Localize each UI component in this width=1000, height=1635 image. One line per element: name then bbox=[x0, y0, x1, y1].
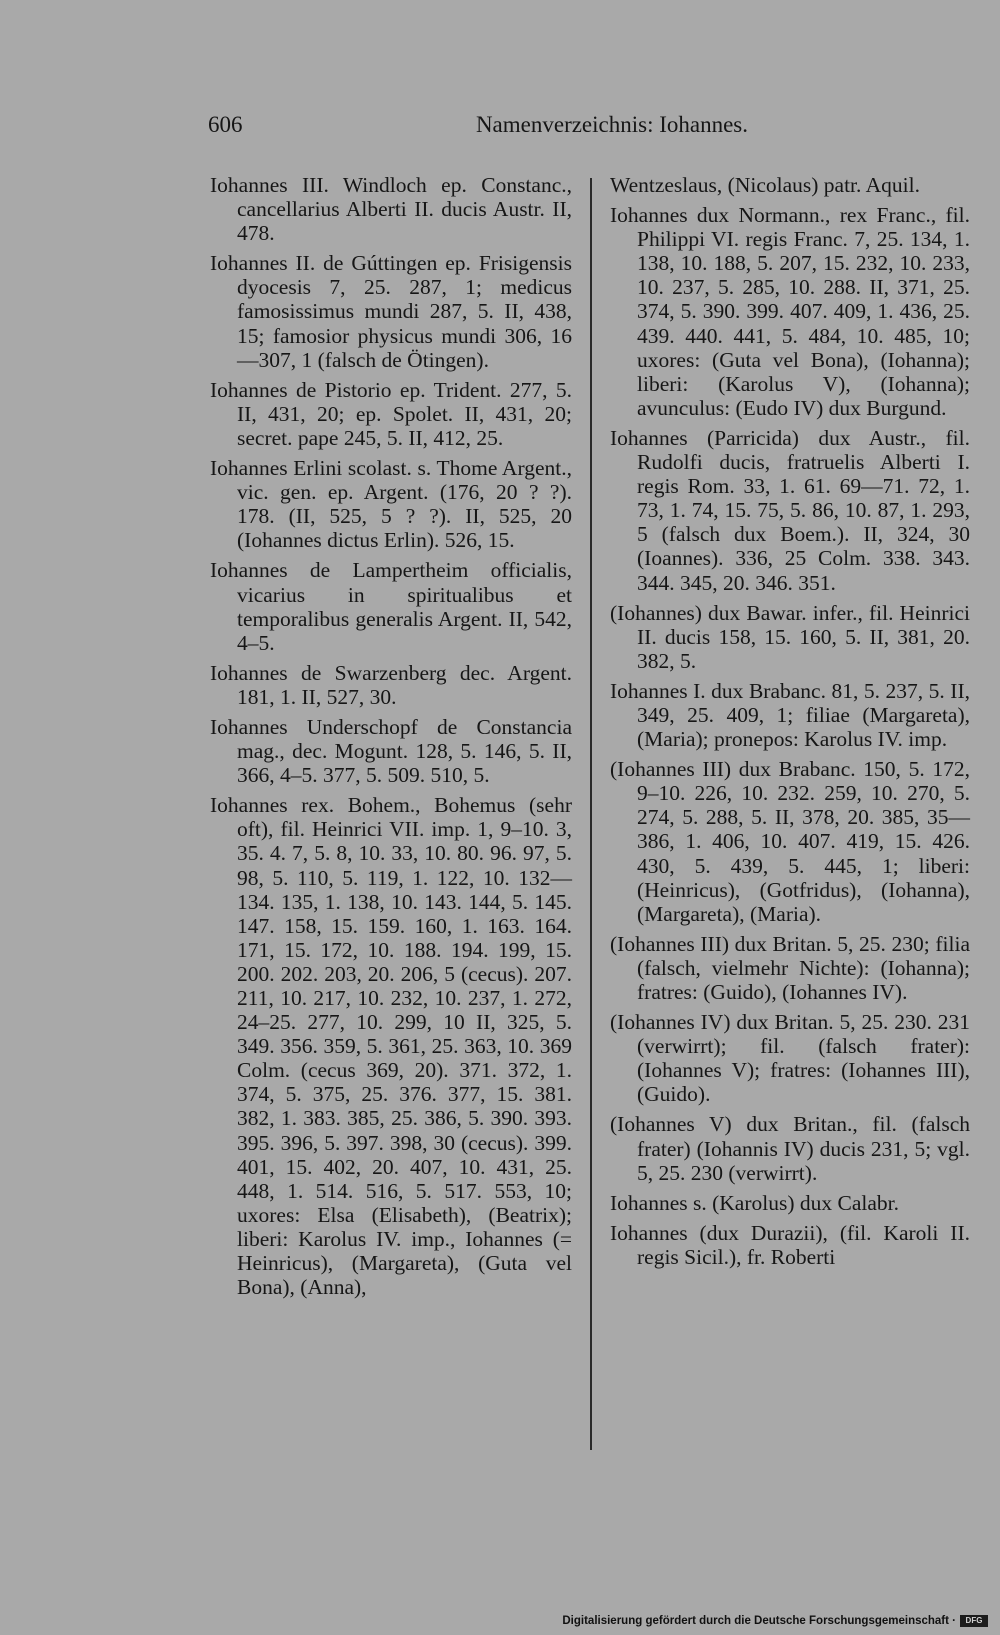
index-entry: Iohannes II. de Gúttingen ep. Frisigensis dyocesis 7, 25. 287, 1; medicus famosissimus mundi 287, 5. II, 438, 15; famosior physicus mundi 306, 16—307, 1 (falsch de Ötingen). bbox=[210, 251, 572, 372]
index-entry: Iohannes de Lampertheim officialis, vicarius in spiritualibus et temporalibus generalis Argent. II, 542, 4–5. bbox=[210, 558, 572, 655]
index-entry: Wentzeslaus, (Nicolaus) patr. Aquil. bbox=[610, 173, 920, 197]
index-entry: (Iohannes V) dux Britan., fil. (falsch frater) (Iohannis IV) ducis 231, 5; vgl. 5, 25. 230 (verwirrt). bbox=[610, 1112, 970, 1185]
index-entry: Iohannes III. Windloch ep. Constanc., cancellarius Alberti II. ducis Austr. II, 478. bbox=[210, 173, 572, 246]
digitization-credit bbox=[562, 1612, 988, 1630]
index-entry: Iohannes de Pistorio ep. Trident. 277, 5. II, 431, 20; ep. Spolet. II, 431, 20; secret. pape 245, 5. II, 412, 25. bbox=[210, 377, 572, 450]
index-entry: Iohannes Erlini scolast. s. Thome Argent., vic. gen. ep. Argent. (176, 20 ? ?). 178. (II, 525, 5 ? ?). II, 525, 20 (Iohannes dictus Erlin). 526, 15. bbox=[210, 456, 572, 553]
index-entry: (Iohannes) dux Bawar. infer., fil. Heinrici II. ducis 158, 15. 160, 5. II, 381, 20. 382, 5. bbox=[610, 600, 970, 673]
index-entry: Iohannes Underschopf de Constancia mag., dec. Mogunt. 128, 5. 146, 5. II, 366, 4–5. 377, 5. 509. 510, 5. bbox=[210, 714, 572, 788]
index-entry: (Iohannes III) dux Brabanc. 150, 5. 172, 9–10. 226, 10. 232. 259, 10. 270, 5. 274, 5. 288, 5. II, 378, 20. 385, 35—386, 1. 406, 10. 407. 419, 15. 426. 430, 5. 439, 5. 445, 1; liberi: (Heinricus), (Gotfridus), (Iohanna), (Margareta), (Maria). bbox=[610, 757, 970, 926]
index-entry: Iohannes I. dux Brabanc. 81, 5. 237, 5. II, 349, 25. 409, 1; filiae (Margareta), (Maria); pronepos: Karolus IV. imp. bbox=[610, 678, 970, 752]
index-entry: Iohannes de Swarzenberg dec. Argent. 181, 1. II, 527, 30. bbox=[210, 660, 572, 709]
right-column bbox=[610, 173, 970, 1275]
credit-text: Digitalisierung gefördert durch die Deutsche Forschungsgemeinschaft · bbox=[562, 1615, 956, 1627]
index-entry: Iohannes rex. Bohem., Bohemus (sehr oft), fil. Heinrici VII. imp. 1, 9–10. 3, 35. 4. 7, 5. 8, 10. 33, 10. 80. 96. 97, 5. 98, 5. 110, 5. 119, 1. 122, 10. 132—134. 135, 1. 138, 10. 143. 144, 5. 145. 147. 158, 15. 159. 160, 1. 163. 164. 171, 15. 172, 10. 188. 194. 199, 15. 200. 202. 203, 20. 206, 5 (cecus). 207. 211, 10. 217, 10. 232, 10. 237, 1. 272, 24–25. 277, 10. 299, 10 II, 325, 5. 349. 356. 359, 5. 361, 25. 363, 10. 369 Colm. (cecus 369, 20). 371. 372, 1. 374, 5. 375, 25. 376. 377, 15. 381. 382, 1. 383. 385, 25. 386, 5. 390. 393. 395. 396, 5. 397. 398, 30 (cecus). 399. 401, 15. 402, 20. 407, 10. 431, 25. 448, 1. 514. 516, 5. 517. 553, 10; uxores: Elsa (Elisabeth), (Beatrix); liberi: Karolus IV. imp., Iohannes (= Heinricus), (Margareta), (Guta vel Bona), (Anna), bbox=[210, 793, 572, 1300]
index-entry: (Iohannes III) dux Britan. 5, 25. 230; filia (falsch, vielmehr Nichte): (Iohanna); fratres: (Guido), (Iohannes IV). bbox=[610, 931, 970, 1004]
dfg-logo-icon: DFG bbox=[960, 1615, 988, 1627]
index-entry: Iohannes (dux Durazii), (fil. Karoli II. regis Sicil.), fr. Roberti bbox=[610, 1220, 970, 1269]
index-entry: (Iohannes IV) dux Britan. 5, 25. 230. 231 (verwirrt); fil. (falsch frater): (Iohannes V); fratres: (Iohannes III), (Guido). bbox=[610, 1010, 970, 1107]
running-title: Namenverzeichnis: Iohannes. bbox=[475, 112, 748, 137]
index-entry: Iohannes s. (Karolus) dux Calabr. bbox=[610, 1190, 899, 1215]
index-entry: Iohannes dux Normann., rex Franc., fil. Philippi VI. regis Franc. 7, 25. 134, 1. 138, 10. 188, 5. 207, 15. 232, 10. 233, 10. 237, 5. 285, 10. 288. II, 371, 25. 374, 5. 390. 399. 407. 409, 1. 436, 25. 439. 440. 441, 5. 484, 10. 485, 10; uxores: (Guta vel Bona), (Iohanna); liberi: (Karolus V), (Iohanna); avunculus: (Eudo IV) dux Burgund. bbox=[610, 203, 970, 420]
page-header bbox=[208, 112, 748, 142]
column-divider bbox=[590, 178, 592, 1450]
left-column bbox=[210, 173, 572, 1305]
index-entry: Iohannes (Parricida) dux Austr., fil. Rudolfi ducis, fratruelis Alberti I. regis Rom. 33, 1. 61. 69—71. 72, 1. 73, 1. 74, 15. 75, 5. 86, 10. 87, 1. 293, 5 (falsch dux Boem.). II, 324, 30 (Ioannes). 336, 25 Colm. 338. 343. 344. 345, 20. 346. 351. bbox=[610, 425, 970, 595]
page-number: 606 bbox=[208, 112, 243, 137]
